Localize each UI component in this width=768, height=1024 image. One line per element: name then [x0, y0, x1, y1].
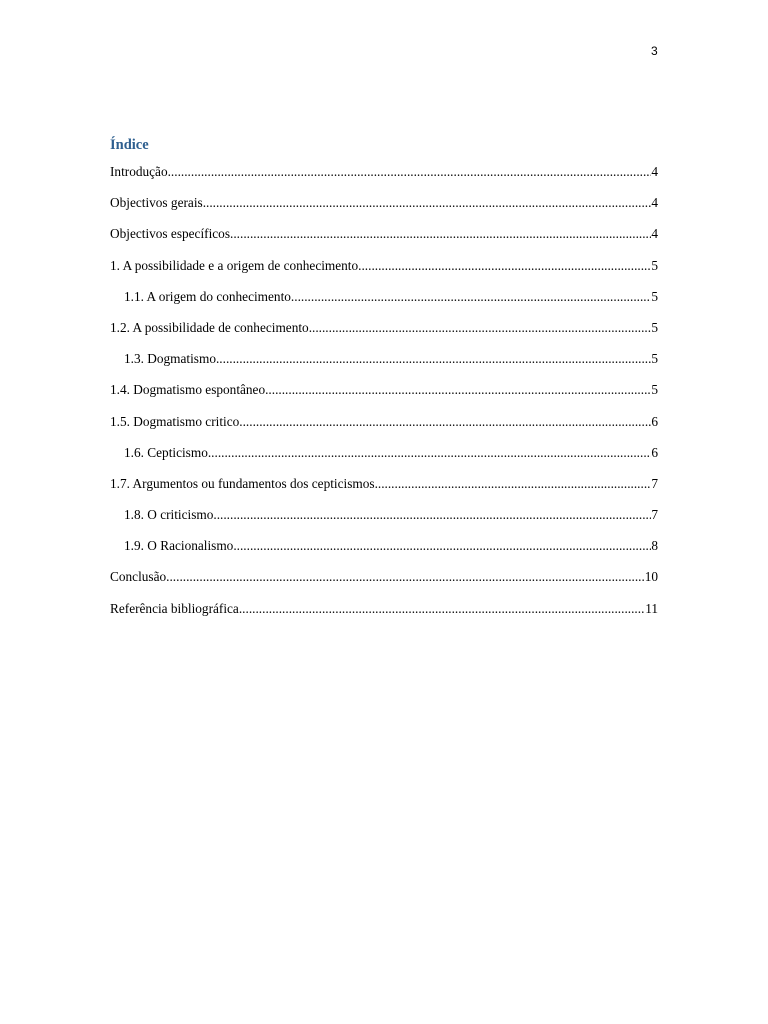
toc-dot-leader: [208, 444, 652, 461]
toc-entry[interactable]: [110, 537, 658, 568]
toc-entry[interactable]: [110, 288, 658, 319]
toc-entry-page: 7: [651, 475, 658, 491]
toc-dot-leader: [168, 163, 652, 180]
toc-dot-leader: [216, 350, 651, 367]
toc-entry-page: 8: [651, 538, 658, 554]
toc-entry-page: 4: [651, 164, 658, 179]
toc-entry-label: 1.9. O Racionalismo: [124, 538, 234, 554]
toc-entry[interactable]: [110, 319, 658, 350]
toc-entry[interactable]: [110, 257, 658, 288]
toc-list: [110, 163, 658, 631]
toc-entry-page: 10: [644, 569, 658, 585]
toc-entry-label: 1. A possibilidade e a origem de conhecimento: [110, 257, 359, 273]
toc-dot-leader: [166, 568, 645, 585]
toc-entry-label: 1.3. Dogmatismo: [124, 351, 216, 367]
toc-entry-page: 11: [645, 600, 658, 616]
toc-entry[interactable]: [110, 194, 658, 225]
toc-entry[interactable]: [110, 600, 658, 631]
toc-entry-page: 5: [651, 319, 658, 335]
toc-entry[interactable]: [110, 444, 658, 475]
toc-entry-page: 5: [651, 288, 658, 304]
toc-entry-label: 1.1. A origem do conhecimento: [124, 288, 291, 304]
toc-entry-label: 1.8. O criticismo: [124, 507, 214, 523]
toc-entry-label: 1.2. A possibilidade de conhecimento: [110, 319, 309, 335]
toc-entry-page: 5: [651, 257, 658, 273]
toc-title: Índice: [110, 137, 149, 153]
toc-entry[interactable]: [110, 350, 658, 381]
toc-dot-leader: [291, 288, 651, 305]
toc-entry-label: Conclusão: [110, 569, 167, 585]
toc-entry[interactable]: [110, 475, 658, 506]
toc-entry-page: 5: [651, 382, 658, 398]
toc-entry-page: 7: [651, 507, 658, 523]
toc-entry[interactable]: [110, 506, 658, 537]
toc-entry-page: 4: [651, 226, 658, 242]
toc-dot-leader: [358, 257, 651, 274]
page-number: 3: [651, 44, 658, 58]
toc-entry-label: 1.7. Argumentos ou fundamentos dos cepticismos: [110, 475, 375, 491]
toc-dot-leader: [213, 506, 651, 523]
toc-dot-leader: [203, 194, 652, 211]
toc-dot-leader: [265, 381, 651, 398]
toc-entry-label: Objectivos específicos: [110, 226, 231, 242]
toc-dot-leader: [233, 537, 651, 554]
toc-entry-label: 1.6. Cepticismo: [124, 444, 208, 460]
toc-entry-label: Objectivos gerais: [110, 195, 203, 211]
toc-entry[interactable]: [110, 413, 658, 444]
toc-entry[interactable]: [110, 225, 658, 256]
toc-entry-page: 5: [651, 351, 658, 367]
toc-entry-label: 1.5. Dogmatismo critico: [110, 413, 240, 429]
toc-entry-page: 4: [651, 195, 658, 211]
toc-entry[interactable]: [110, 163, 658, 194]
toc-dot-leader: [375, 475, 652, 492]
toc-entry[interactable]: [110, 381, 658, 412]
toc-dot-leader: [239, 413, 651, 430]
toc-dot-leader: [230, 225, 651, 242]
toc-dot-leader: [239, 600, 645, 617]
toc-entry-label: Introdução: [110, 164, 168, 179]
toc-dot-leader: [309, 319, 652, 336]
toc-entry-label: 1.4. Dogmatismo espontâneo: [110, 382, 266, 398]
toc-entry-page: 6: [651, 444, 658, 460]
toc-entry[interactable]: [110, 568, 658, 599]
toc-entry-label: Referência bibliográfica: [110, 600, 239, 616]
toc-entry-page: 6: [651, 413, 658, 429]
